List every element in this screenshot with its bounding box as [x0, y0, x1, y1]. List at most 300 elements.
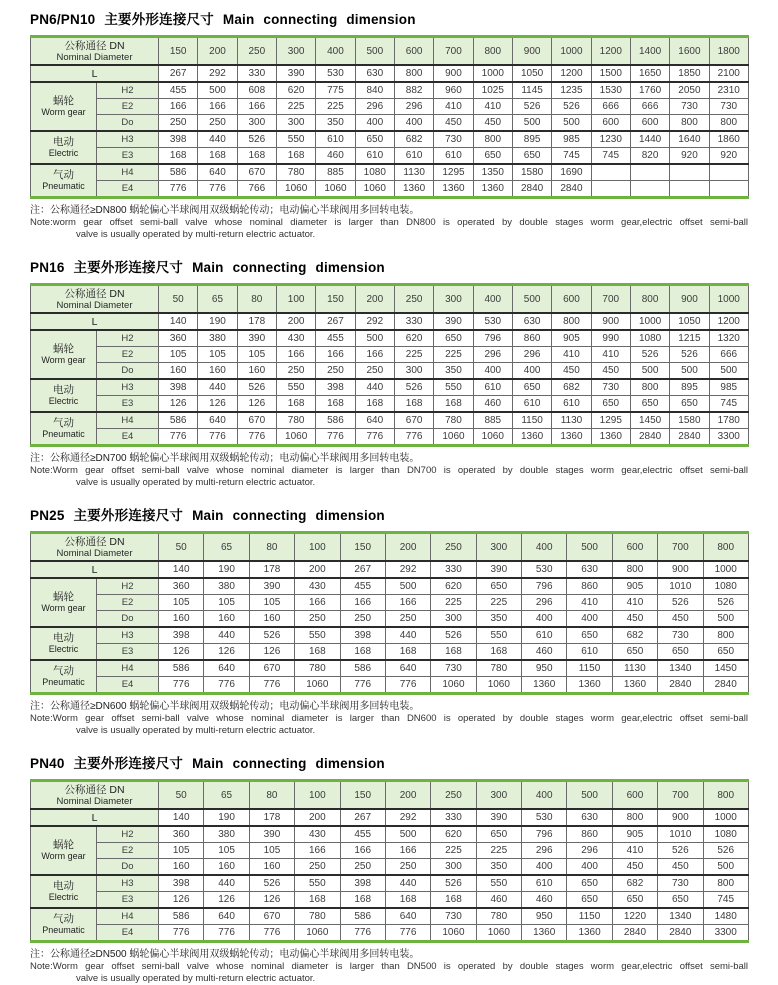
dn-col-header: 100	[295, 533, 340, 562]
dim-cell: 650	[670, 396, 709, 413]
row-label-e4: E4	[97, 429, 159, 446]
dn-col-header: 300	[476, 533, 521, 562]
dn-col-header: 150	[159, 37, 198, 66]
dim-cell: 610	[522, 627, 567, 644]
dim-cell: 500	[552, 115, 591, 132]
dn-col-header: 200	[355, 285, 394, 314]
dim-cell: 1200	[552, 65, 591, 82]
dim-cell: 296	[355, 99, 394, 115]
dim-cell: 1360	[394, 181, 433, 198]
row-label-e2: E2	[97, 99, 159, 115]
dim-cell: 780	[476, 908, 521, 925]
dim-cell: 730	[670, 99, 709, 115]
dim-cell: 650	[612, 892, 657, 909]
dim-cell: 460	[473, 396, 512, 413]
dim-cell: 840	[355, 82, 394, 99]
dim-cell: 682	[612, 875, 657, 892]
dim-cell: 860	[512, 330, 551, 347]
note-chinese: 注：公称通径≥DN500 蜗轮偏心半球阀用双级蜗轮传动；电动偏心半球阀用多回转电装。	[30, 949, 420, 960]
dim-cell: 390	[249, 826, 294, 843]
dim-cell: 296	[522, 843, 567, 859]
dim-cell: 450	[591, 363, 630, 380]
dim-cell: 225	[476, 843, 521, 859]
dim-cell: 296	[512, 347, 551, 363]
dim-cell: 350	[476, 611, 521, 628]
dim-cell: 126	[159, 396, 198, 413]
dim-cell: 1440	[630, 131, 669, 148]
dim-cell: 380	[204, 578, 249, 595]
dim-cell: 296	[567, 843, 612, 859]
dim-cell: 330	[394, 313, 433, 330]
group-label-cn: 蜗轮	[53, 591, 74, 603]
row-group-worm	[31, 330, 97, 379]
dim-cell: 225	[316, 99, 355, 115]
dim-cell: 920	[670, 148, 709, 165]
dn-header-cell	[31, 285, 159, 314]
dn-col-header: 400	[316, 37, 355, 66]
dim-cell: 670	[237, 164, 276, 181]
dim-cell: 126	[249, 644, 294, 661]
dn-col-header: 700	[658, 533, 703, 562]
dim-cell: 250	[316, 363, 355, 380]
dim-cell: 900	[434, 65, 473, 82]
dim-cell: 225	[431, 595, 476, 611]
dim-cell: 166	[159, 99, 198, 115]
dim-cell: 610	[512, 396, 551, 413]
note-english-line1: Note:Worm gear offset semi-ball valve whose nominal diameter is larger than DN500 is operated by double stages worm gear,electric offset semi-ball	[30, 961, 748, 972]
dim-cell: 650	[630, 396, 669, 413]
dim-cell: 640	[385, 660, 430, 677]
section-title: PN25 主要外形连接尺寸 Main connecting dimension	[30, 508, 385, 523]
dim-cell: 360	[159, 578, 204, 595]
dn-col-header: 600	[612, 533, 657, 562]
dn-col-header: 500	[567, 533, 612, 562]
dn-col-header: 700	[658, 781, 703, 810]
dim-cell	[709, 164, 748, 181]
dim-cell: 1060	[476, 925, 521, 942]
dim-cell: 300	[394, 363, 433, 380]
dim-row	[31, 412, 749, 429]
dim-cell: 550	[295, 875, 340, 892]
dim-cell: 776	[355, 429, 394, 446]
dn-col-header: 500	[355, 37, 394, 66]
group-label-cn: 电动	[53, 136, 74, 148]
dim-cell: 650	[512, 148, 551, 165]
dim-cell: 380	[204, 826, 249, 843]
dn-col-header: 400	[473, 285, 512, 314]
dim-cell: 550	[476, 627, 521, 644]
dim-cell: 1350	[473, 164, 512, 181]
row-label-h3: H3	[97, 875, 159, 892]
dim-cell: 900	[658, 809, 703, 826]
dim-cell: 500	[385, 826, 430, 843]
dim-cell: 3300	[709, 429, 748, 446]
dim-cell: 400	[522, 859, 567, 876]
dim-cell: 1080	[703, 578, 748, 595]
dim-cell: 1060	[431, 925, 476, 942]
dim-cell: 610	[522, 875, 567, 892]
dim-cell: 670	[394, 412, 433, 429]
note-chinese: 注：公称通径≥DN600 蜗轮偏心半球阀用双级蜗轮传动；电动偏心半球阀用多回转电装。	[30, 701, 420, 712]
dim-cell: 610	[355, 148, 394, 165]
group-label-en: Electric	[48, 148, 79, 158]
dim-cell: 530	[473, 313, 512, 330]
dim-cell: 745	[591, 148, 630, 165]
dim-cell: 410	[567, 595, 612, 611]
row-label-h4: H4	[97, 164, 159, 181]
dim-cell: 1360	[473, 181, 512, 198]
dim-cell	[630, 181, 669, 198]
section-title: PN6/PN10 主要外形连接尺寸 Main connecting dimension	[30, 12, 416, 27]
dim-cell: 530	[522, 809, 567, 826]
dim-cell: 105	[237, 347, 276, 363]
group-label-en: Pneumatic	[42, 677, 85, 687]
dim-cell: 730	[658, 875, 703, 892]
dim-cell: 1080	[703, 826, 748, 843]
dim-cell: 1850	[670, 65, 709, 82]
dim-cell: 776	[159, 925, 204, 942]
dim-cell: 1295	[434, 164, 473, 181]
dim-cell: 296	[522, 595, 567, 611]
dim-cell: 800	[612, 809, 657, 826]
dim-cell: 650	[612, 644, 657, 661]
dim-cell: 1060	[276, 181, 315, 198]
dn-col-header: 150	[316, 285, 355, 314]
dim-cell: 1060	[355, 181, 394, 198]
dim-cell: 168	[434, 396, 473, 413]
note-block	[30, 948, 748, 985]
dn-col-header: 65	[204, 781, 249, 810]
dim-cell: 666	[630, 99, 669, 115]
group-label-en: Worm gear	[41, 603, 86, 613]
dim-cell: 2100	[709, 65, 748, 82]
dim-cell: 670	[249, 908, 294, 925]
dim-cell: 1060	[473, 429, 512, 446]
row-group-electric	[31, 627, 97, 660]
dim-cell: 126	[198, 396, 237, 413]
group-label-cn: 电动	[53, 632, 74, 644]
row-label-do: Do	[97, 363, 159, 380]
dim-row	[31, 379, 749, 396]
dim-cell: 430	[295, 826, 340, 843]
dim-cell: 550	[276, 379, 315, 396]
dim-cell: 800	[703, 875, 748, 892]
dn-col-header: 1400	[630, 37, 669, 66]
dim-cell: 1295	[591, 412, 630, 429]
dim-cell: 400	[512, 363, 551, 380]
dim-cell: 650	[567, 627, 612, 644]
dim-cell: 780	[276, 164, 315, 181]
dim-cell: 267	[340, 561, 385, 578]
pn-section	[30, 752, 748, 985]
dim-cell: 1060	[316, 181, 355, 198]
dim-cell: 166	[237, 99, 276, 115]
row-label-h2: H2	[97, 826, 159, 843]
dim-cell	[591, 164, 630, 181]
row-label-e3: E3	[97, 148, 159, 165]
dim-cell: 526	[237, 131, 276, 148]
dim-cell: 440	[385, 627, 430, 644]
section-title: PN40 主要外形连接尺寸 Main connecting dimension	[30, 756, 385, 771]
dim-row	[31, 859, 749, 876]
dim-cell: 610	[473, 379, 512, 396]
dim-cell: 526	[703, 595, 748, 611]
dim-cell: 250	[198, 115, 237, 132]
dim-cell: 168	[295, 644, 340, 661]
dim-cell: 1235	[552, 82, 591, 99]
dim-cell: 1360	[522, 925, 567, 942]
dim-cell: 1360	[567, 925, 612, 942]
dim-cell: 500	[630, 363, 669, 380]
dim-row	[31, 644, 749, 661]
dim-cell	[670, 181, 709, 198]
dim-cell: 126	[159, 892, 204, 909]
dim-cell: 225	[394, 347, 433, 363]
dim-cell: 400	[522, 611, 567, 628]
row-label-h2: H2	[97, 82, 159, 99]
group-label-cn: 气动	[53, 417, 74, 429]
dim-cell: 800	[612, 561, 657, 578]
dim-row	[31, 892, 749, 909]
dim-cell: 267	[340, 809, 385, 826]
dim-cell: 776	[204, 677, 249, 694]
dim-cell: 390	[476, 561, 521, 578]
dim-cell: 166	[385, 595, 430, 611]
dim-cell: 895	[670, 379, 709, 396]
dim-cell: 1010	[658, 826, 703, 843]
dn-col-header: 500	[567, 781, 612, 810]
dim-cell: 526	[237, 379, 276, 396]
dim-cell: 885	[316, 164, 355, 181]
dim-cell: 1150	[512, 412, 551, 429]
group-label-cn: 蜗轮	[53, 343, 74, 355]
dim-cell: 885	[473, 412, 512, 429]
dim-cell: 140	[159, 809, 204, 826]
dim-cell: 390	[237, 330, 276, 347]
dim-cell: 300	[237, 115, 276, 132]
dim-cell: 1215	[670, 330, 709, 347]
dim-cell: 950	[522, 908, 567, 925]
dim-cell: 800	[552, 313, 591, 330]
dim-cell: 410	[612, 595, 657, 611]
dim-cell: 650	[355, 131, 394, 148]
dim-row	[31, 429, 749, 446]
dn-col-header: 1000	[552, 37, 591, 66]
dim-cell: 905	[552, 330, 591, 347]
dim-cell: 1060	[434, 429, 473, 446]
dim-cell: 905	[612, 578, 657, 595]
dim-row	[31, 148, 749, 165]
dim-cell: 526	[394, 379, 433, 396]
dim-cell: 105	[159, 347, 198, 363]
dim-row	[31, 330, 749, 347]
dim-row	[31, 925, 749, 942]
dn-col-header: 100	[295, 781, 340, 810]
dim-cell: 1220	[612, 908, 657, 925]
row-group-pneumatic	[31, 660, 97, 694]
dim-cell: 350	[316, 115, 355, 132]
dim-cell: 610	[567, 644, 612, 661]
row-group-electric	[31, 875, 97, 908]
dim-cell: 526	[670, 347, 709, 363]
dim-cell: 250	[159, 115, 198, 132]
dim-cell: 250	[295, 859, 340, 876]
dim-cell: 905	[612, 826, 657, 843]
dn-col-header: 800	[473, 37, 512, 66]
dim-row	[31, 595, 749, 611]
note-block	[30, 204, 748, 241]
dim-cell: 985	[552, 131, 591, 148]
dim-cell: 860	[567, 826, 612, 843]
dim-row	[31, 843, 749, 859]
dim-cell: 3300	[703, 925, 748, 942]
dim-cell: 650	[658, 644, 703, 661]
dim-cell: 500	[670, 363, 709, 380]
dim-cell: 450	[658, 859, 703, 876]
dim-cell: 640	[204, 660, 249, 677]
group-label-en: Worm gear	[41, 355, 86, 365]
dim-cell: 1360	[552, 429, 591, 446]
dn-col-header: 200	[198, 37, 237, 66]
dim-cell: 650	[434, 330, 473, 347]
dim-cell: 620	[394, 330, 433, 347]
dim-cell: 920	[709, 148, 748, 165]
dim-cell: 105	[159, 595, 204, 611]
dim-row	[31, 363, 749, 380]
dim-cell: 410	[434, 99, 473, 115]
dn-col-header: 50	[159, 781, 204, 810]
group-label-cn: 电动	[53, 384, 74, 396]
dim-cell: 440	[198, 379, 237, 396]
dim-cell: 168	[476, 644, 521, 661]
dim-row	[31, 347, 749, 363]
dim-cell: 1060	[295, 677, 340, 694]
dim-cell	[709, 181, 748, 198]
dim-cell: 390	[276, 65, 315, 82]
dim-cell: 776	[198, 181, 237, 198]
dim-cell: 360	[159, 330, 198, 347]
dim-cell: 730	[591, 379, 630, 396]
dim-cell: 168	[159, 148, 198, 165]
dim-cell: 670	[249, 660, 294, 677]
dim-cell: 398	[340, 875, 385, 892]
dim-cell: 650	[567, 892, 612, 909]
dn-header-cell	[31, 37, 159, 66]
dim-cell: 1780	[709, 412, 748, 429]
dim-cell: 455	[159, 82, 198, 99]
dim-cell: 390	[249, 578, 294, 595]
dim-cell: 455	[316, 330, 355, 347]
l-row	[31, 65, 749, 82]
dn-header-cell	[31, 533, 159, 562]
dim-cell	[670, 164, 709, 181]
dim-cell: 630	[512, 313, 551, 330]
dim-cell: 126	[204, 644, 249, 661]
dn-col-header: 500	[512, 285, 551, 314]
dim-cell: 300	[431, 859, 476, 876]
dim-cell: 950	[522, 660, 567, 677]
row-label-l: L	[31, 809, 159, 826]
dim-cell: 1130	[552, 412, 591, 429]
dn-header-row	[31, 781, 749, 810]
dim-cell: 2840	[552, 181, 591, 198]
dim-cell: 610	[394, 148, 433, 165]
dim-row	[31, 82, 749, 99]
dimension-table	[30, 283, 749, 447]
dim-cell	[630, 164, 669, 181]
dim-cell: 300	[431, 611, 476, 628]
dim-cell: 400	[473, 363, 512, 380]
row-label-h3: H3	[97, 131, 159, 148]
dim-cell: 776	[340, 677, 385, 694]
dn-col-header: 200	[385, 781, 430, 810]
group-label-en: Electric	[48, 644, 79, 654]
dim-cell: 1150	[567, 908, 612, 925]
dim-cell: 776	[316, 429, 355, 446]
dim-cell: 586	[159, 908, 204, 925]
dim-cell: 450	[612, 611, 657, 628]
dim-cell: 1060	[295, 925, 340, 942]
dim-cell: 178	[237, 313, 276, 330]
dn-col-header: 800	[703, 533, 748, 562]
dim-cell: 650	[476, 826, 521, 843]
dim-cell: 160	[204, 611, 249, 628]
dim-cell: 526	[658, 843, 703, 859]
note-english-line1: Note:Worm gear offset semi-ball valve whose nominal diameter is larger than DN700 is operated by double stages worm gear,electric offset semi-ball	[30, 465, 748, 476]
row-label-h3: H3	[97, 627, 159, 644]
dn-col-header: 800	[703, 781, 748, 810]
dim-cell: 160	[198, 363, 237, 380]
dim-row	[31, 131, 749, 148]
dim-cell: 460	[476, 892, 521, 909]
dn-col-header: 150	[340, 533, 385, 562]
dim-cell: 160	[159, 363, 198, 380]
dim-cell: 410	[612, 843, 657, 859]
dim-cell: 126	[249, 892, 294, 909]
dim-cell: 800	[473, 131, 512, 148]
dim-cell: 400	[567, 611, 612, 628]
dim-cell: 586	[159, 412, 198, 429]
dim-cell: 350	[476, 859, 521, 876]
dim-cell: 730	[709, 99, 748, 115]
dim-cell: 440	[355, 379, 394, 396]
dim-cell: 380	[198, 330, 237, 347]
dim-cell: 650	[703, 644, 748, 661]
row-label-do: Do	[97, 115, 159, 132]
dim-cell: 168	[340, 892, 385, 909]
dim-cell: 1580	[512, 164, 551, 181]
dim-cell: 398	[159, 627, 204, 644]
l-row	[31, 561, 749, 578]
dim-cell: 500	[709, 363, 748, 380]
dim-cell: 1650	[630, 65, 669, 82]
dim-cell: 1690	[552, 164, 591, 181]
dim-cell: 398	[159, 875, 204, 892]
dim-cell: 776	[159, 677, 204, 694]
row-label-l: L	[31, 561, 159, 578]
row-group-worm	[31, 826, 97, 875]
row-label-h4: H4	[97, 412, 159, 429]
dim-cell: 225	[434, 347, 473, 363]
dim-cell: 1640	[670, 131, 709, 148]
dn-header-row	[31, 533, 749, 562]
dim-cell: 440	[204, 627, 249, 644]
dn-col-header: 600	[612, 781, 657, 810]
dim-cell: 1360	[434, 181, 473, 198]
dn-col-header: 250	[237, 37, 276, 66]
dim-cell: 530	[316, 65, 355, 82]
dim-cell: 296	[473, 347, 512, 363]
